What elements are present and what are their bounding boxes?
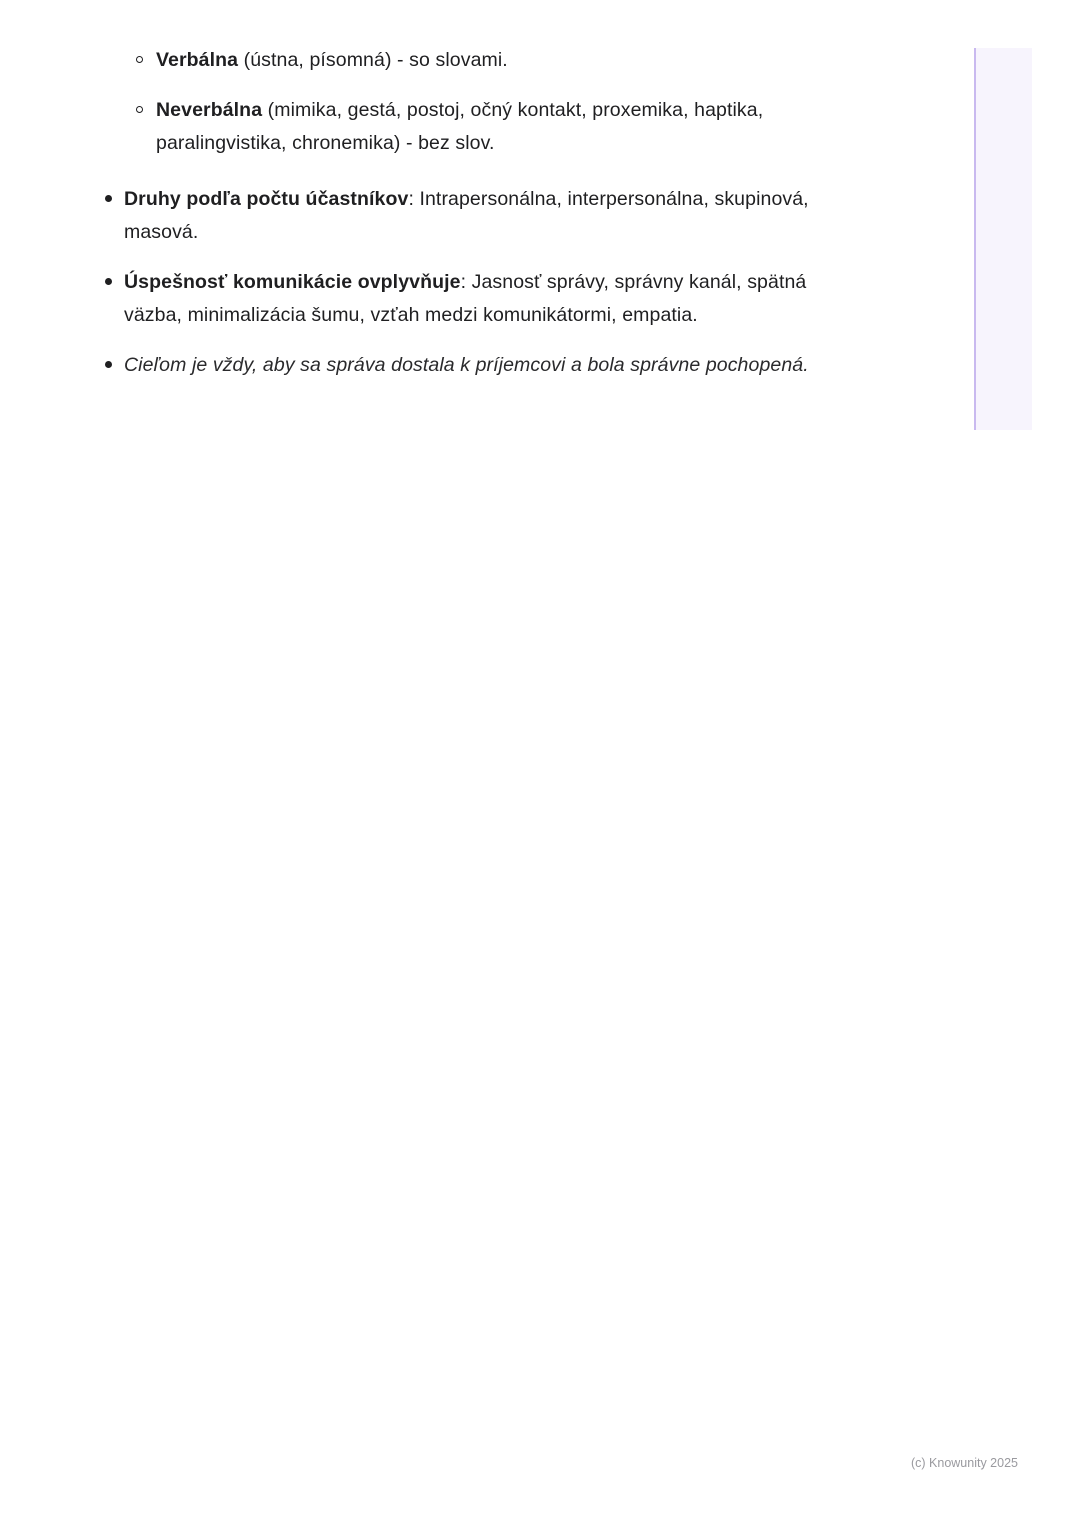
hollow-bullet-icon <box>136 106 143 113</box>
list-item <box>100 183 860 250</box>
list-item-term: Druhy podľa počtu účastníkov <box>124 187 409 210</box>
filled-bullet-icon <box>105 361 112 368</box>
hollow-bullet-icon <box>136 56 143 63</box>
list-item-term: Úspešnosť komunikácie ovplyvňuje <box>124 270 461 293</box>
list-item-text: (ústna, písomná) - so slovami. <box>238 49 508 71</box>
sub-list <box>100 44 860 161</box>
list-item-text: (mimika, gestá, postoj, očný kontakt, proxemika, haptika, paralingvistika, chronemika) - bez slov. <box>156 98 764 155</box>
main-list <box>100 183 860 383</box>
list-item-text: : Jasnosť správy, správny kanál, spätná väzba, minimalizácia šumu, vzťah medzi komunikátormi, empatia. <box>124 270 807 327</box>
list-item <box>100 266 860 333</box>
list-item <box>100 349 860 383</box>
list-item-term: Verbálna <box>156 49 239 71</box>
list-item <box>100 44 860 78</box>
filled-bullet-icon <box>105 278 112 285</box>
filled-bullet-icon <box>105 195 112 202</box>
list-item-term: Neverbálna <box>156 98 263 121</box>
page-side-highlight-strip <box>974 48 1032 430</box>
list-item-text: : Intrapersonálna, interpersonálna, skupinová, masová. <box>124 187 809 244</box>
list-item-emphasis-text: Cieľom je vždy, aby sa správa dostala k príjemcovi a bola správne pochopená. <box>124 353 809 376</box>
footer-copyright: (c) Knowunity 2025 <box>910 1456 1018 1470</box>
list-item <box>100 94 860 161</box>
notes-content <box>100 44 860 398</box>
